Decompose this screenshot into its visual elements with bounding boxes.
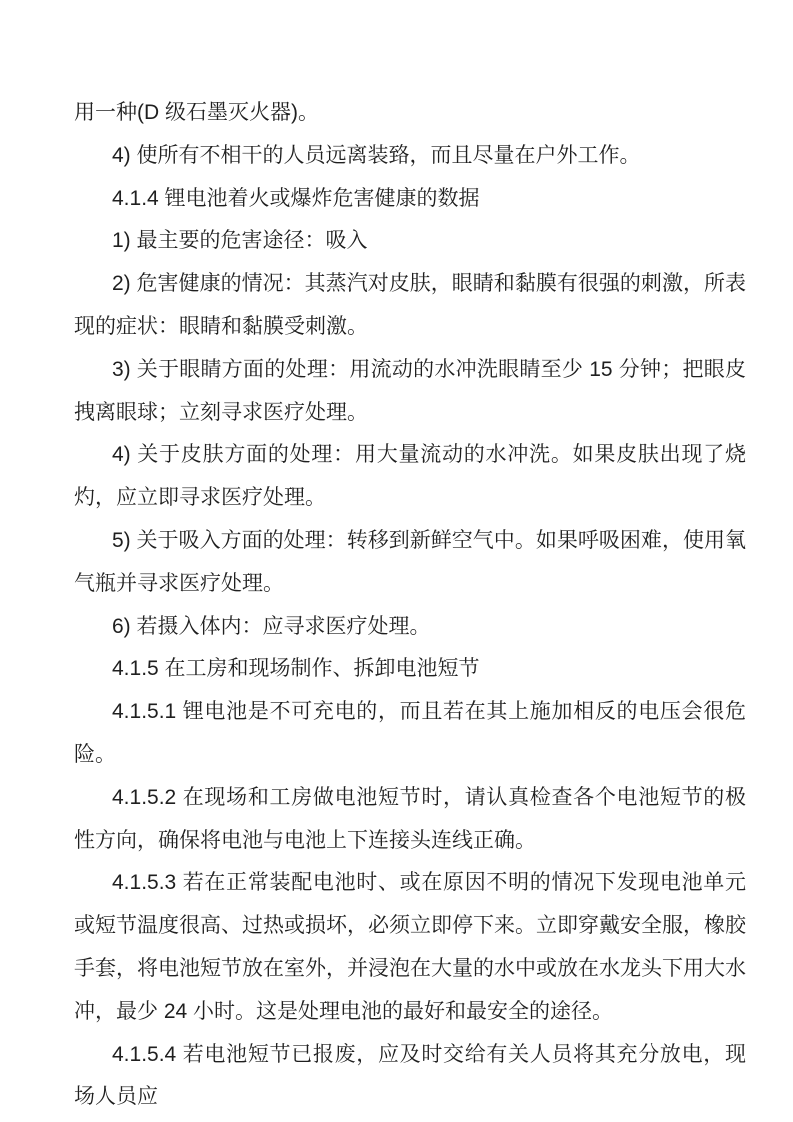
paragraph: 4.1.5.2 在现场和工房做电池短节时，请认真检查各个电池短节的极性方向，确保将电池与电池上下连接头连线正确。 <box>74 785 746 852</box>
paragraph: 4.1.5 在工房和现场制作、拆卸电池短节 <box>112 657 480 681</box>
paragraph: 4.1.4 锂电池着火或爆炸危害健康的数据 <box>112 186 480 210</box>
document-body <box>74 92 746 1119</box>
paragraph: 3) 关于眼睛方面的处理：用流动的水冲洗眼睛至少 15 分钟；把眼皮拽离眼球；立刻寻求医疗处理。 <box>74 357 746 424</box>
paragraph: 5) 关于吸入方面的处理：转移到新鲜空气中。如果呼吸困难，使用氧气瓶并寻求医疗处理。 <box>74 528 746 595</box>
paragraph: 1) 最主要的危害途径：吸入 <box>112 229 368 253</box>
paragraph: 4.1.5.4 若电池短节已报废，应及时交给有关人员将其充分放电，现场人员应 <box>74 1042 746 1109</box>
paragraph: 4) 关于皮肤方面的处理：用大量流动的水冲洗。如果皮肤出现了烧灼，应立即寻求医疗处理。 <box>74 443 746 510</box>
paragraph: 4) 使所有不相干的人员远离装臵，而且尽量在户外工作。 <box>112 143 641 167</box>
paragraph: 4.1.5.1 锂电池是不可充电的，而且若在其上施加相反的电压会很危险。 <box>74 700 746 766</box>
paragraph: 用一种(D 级石墨灭火器)。 <box>74 101 319 124</box>
paragraph: 2) 危害健康的情况：其蒸汽对皮肤，眼睛和黏膜有很强的刺激，所表现的症状：眼睛和黏膜受刺激。 <box>74 272 746 338</box>
paragraph: 4.1.5.3 若在正常装配电池时、或在原因不明的情况下发现电池单元或短节温度很高、过热或损坏，必须立即停下来。立即穿戴安全服，橡胶手套，将电池短节放在室外，并浸泡在大量的水中或放在水龙头下用大水冲，最少 24 小时。这是处理电池的最好和最安全的途径。 <box>74 871 746 1023</box>
paragraph: 6) 若摄入体内：应寻求医疗处理。 <box>112 614 431 638</box>
